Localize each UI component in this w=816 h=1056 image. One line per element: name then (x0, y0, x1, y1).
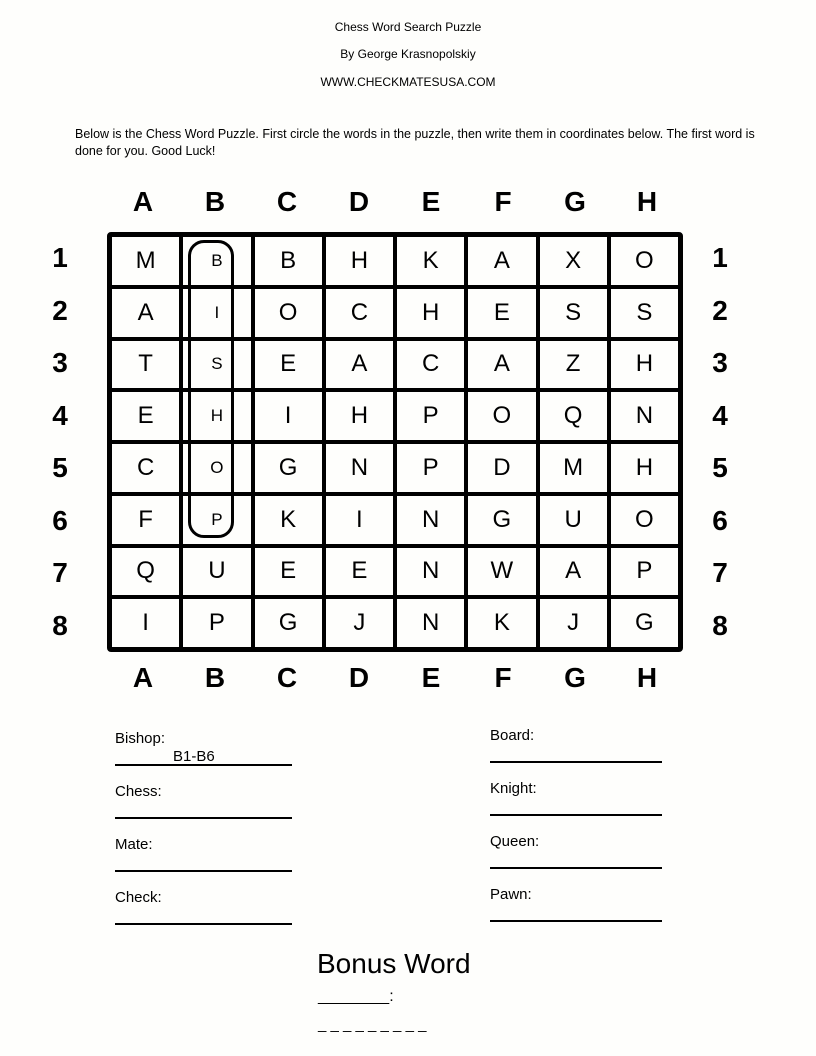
grid-cell-F1[interactable]: A (466, 235, 537, 287)
grid-cell-E5[interactable]: P (395, 442, 466, 494)
grid-cell-G7[interactable]: A (538, 546, 609, 598)
grid-cell-D8[interactable]: J (324, 597, 395, 649)
answer-line-chess[interactable] (115, 801, 292, 819)
grid-cell-B3[interactable]: S (181, 339, 252, 391)
grid-cell-D6[interactable]: I (324, 494, 395, 546)
word-entry-mate (115, 836, 292, 872)
row-headers-left (40, 232, 80, 652)
grid-cell-C4[interactable]: I (253, 390, 324, 442)
row-header-5: 5 (52, 452, 68, 484)
grid-cell-E3[interactable]: C (395, 339, 466, 391)
grid-cell-B7[interactable]: U (181, 546, 252, 598)
answer-line-pawn[interactable] (490, 904, 662, 922)
answer-line-board[interactable] (490, 745, 662, 763)
column-headers-bottom (107, 662, 683, 692)
grid-cell-H5[interactable]: H (609, 442, 680, 494)
row-header-8: 8 (52, 609, 68, 641)
col-header-D: D (348, 662, 370, 693)
col-header-A: A (132, 186, 154, 217)
grid-cell-E4[interactable]: P (395, 390, 466, 442)
row-header-4: 4 (52, 399, 68, 431)
word-entry-pawn (490, 886, 662, 922)
col-header-B: B (204, 186, 226, 217)
grid-cell-F4[interactable]: O (466, 390, 537, 442)
row-header-2: 2 (712, 294, 728, 326)
grid-cell-E7[interactable]: N (395, 546, 466, 598)
grid-cell-G6[interactable]: U (538, 494, 609, 546)
col-header-F: F (494, 662, 512, 693)
answer-line-queen[interactable] (490, 851, 662, 869)
word-label-queen: Queen: (490, 833, 540, 850)
grid-cell-F7[interactable]: W (466, 546, 537, 598)
puzzle-grid-cells (110, 235, 680, 649)
col-header-G: G (564, 186, 586, 217)
grid-cell-B4[interactable]: H (181, 390, 252, 442)
grid-cell-G1[interactable]: X (538, 235, 609, 287)
grid-cell-A3[interactable]: T (110, 339, 181, 391)
column-headers-top (107, 186, 683, 216)
col-header-C: C (276, 662, 298, 693)
grid-cell-C1[interactable]: B (253, 235, 324, 287)
col-header-H: H (636, 662, 658, 693)
word-entry-queen (490, 833, 662, 869)
row-header-3: 3 (52, 347, 68, 379)
word-label-board: Board: (490, 727, 535, 744)
grid-cell-F3[interactable]: A (466, 339, 537, 391)
grid-cell-A5[interactable]: C (110, 442, 181, 494)
word-label-check: Check: (115, 889, 162, 906)
row-header-6: 6 (52, 504, 68, 536)
bonus-word-heading: Bonus Word (317, 948, 471, 979)
row-header-6: 6 (712, 504, 728, 536)
grid-cell-G3[interactable]: Z (538, 339, 609, 391)
answer-line-knight[interactable] (490, 798, 662, 816)
website-url: WWW.CHECKMATESUSA.COM (320, 75, 496, 89)
col-header-D: D (348, 186, 370, 217)
bonus-letter-blanks[interactable]: _ _ _ _ _ _ _ _ _ (318, 1016, 427, 1033)
grid-cell-H8[interactable]: G (609, 597, 680, 649)
grid-cell-H1[interactable]: O (609, 235, 680, 287)
grid-cell-G4[interactable]: Q (538, 390, 609, 442)
grid-cell-B2[interactable]: I (181, 287, 252, 339)
col-header-B: B (204, 662, 226, 693)
grid-cell-A7[interactable]: Q (110, 546, 181, 598)
word-entry-chess (115, 783, 292, 819)
grid-cell-H7[interactable]: P (609, 546, 680, 598)
grid-cell-D2[interactable]: C (324, 287, 395, 339)
grid-cell-H2[interactable]: S (609, 287, 680, 339)
row-header-8: 8 (712, 609, 728, 641)
row-header-3: 3 (712, 347, 728, 379)
grid-cell-G2[interactable]: S (538, 287, 609, 339)
grid-cell-D1[interactable]: H (324, 235, 395, 287)
word-entry-knight (490, 780, 662, 816)
row-header-7: 7 (52, 557, 68, 589)
grid-cell-A2[interactable]: A (110, 287, 181, 339)
grid-cell-C3[interactable]: E (253, 339, 324, 391)
grid-cell-D7[interactable]: E (324, 546, 395, 598)
word-label-knight: Knight: (490, 780, 537, 797)
grid-cell-G8[interactable]: J (538, 597, 609, 649)
answer-line-mate[interactable] (115, 854, 292, 872)
grid-cell-F8[interactable]: K (466, 597, 537, 649)
instructions-text: Below is the Chess Word Puzzle. First circle the words in the puzzle, then write them in coordinates below. The first word is done for you. Good Luck! (75, 127, 755, 158)
grid-cell-A6[interactable]: F (110, 494, 181, 546)
grid-cell-B8[interactable]: P (181, 597, 252, 649)
col-header-E: E (421, 662, 441, 693)
grid-cell-C6[interactable]: K (253, 494, 324, 546)
grid-cell-H6[interactable]: O (609, 494, 680, 546)
byline: By George Krasnopolskiy (340, 47, 476, 61)
grid-cell-E8[interactable]: N (395, 597, 466, 649)
grid-cell-B5[interactable]: O (181, 442, 252, 494)
grid-cell-H3[interactable]: H (609, 339, 680, 391)
answer-line-bishop[interactable]: B1-B6 (115, 748, 292, 766)
word-label-bishop: Bishop: (115, 730, 166, 747)
row-header-1: 1 (712, 242, 728, 274)
word-entry-board (490, 727, 662, 763)
grid-cell-A4[interactable]: E (110, 390, 181, 442)
grid-cell-E1[interactable]: K (395, 235, 466, 287)
grid-cell-C2[interactable]: O (253, 287, 324, 339)
grid-cell-B6[interactable]: P (181, 494, 252, 546)
row-header-5: 5 (712, 452, 728, 484)
puzzle-grid (107, 232, 683, 652)
grid-cell-A1[interactable]: M (110, 235, 181, 287)
grid-cell-H4[interactable]: N (609, 390, 680, 442)
col-header-F: F (494, 186, 512, 217)
grid-cell-C5[interactable]: G (253, 442, 324, 494)
word-label-chess: Chess: (115, 783, 162, 800)
grid-cell-G5[interactable]: M (538, 442, 609, 494)
grid-cell-B1[interactable]: B (181, 235, 252, 287)
word-label-mate: Mate: (115, 836, 153, 853)
row-header-1: 1 (52, 242, 68, 274)
col-header-G: G (564, 662, 586, 693)
col-header-H: H (636, 186, 658, 217)
word-entry-bishop (115, 730, 292, 766)
row-header-2: 2 (52, 294, 68, 326)
word-list-left (115, 730, 292, 942)
row-header-7: 7 (712, 557, 728, 589)
grid-cell-A8[interactable]: I (110, 597, 181, 649)
grid-cell-F6[interactable]: G (466, 494, 537, 546)
answer-line-check[interactable] (115, 907, 292, 925)
word-list-right (490, 727, 662, 939)
row-headers-right (700, 232, 740, 652)
grid-cell-C7[interactable]: E (253, 546, 324, 598)
grid-cell-C8[interactable]: G (253, 597, 324, 649)
grid-cell-D4[interactable]: H (324, 390, 395, 442)
word-entry-check (115, 889, 292, 925)
grid-cell-F2[interactable]: E (466, 287, 537, 339)
row-header-4: 4 (712, 399, 728, 431)
bonus-answer-line[interactable]: ________: (318, 988, 394, 1005)
word-label-pawn: Pawn: (490, 886, 532, 903)
col-header-C: C (276, 186, 298, 217)
grid-cell-D3[interactable]: A (324, 339, 395, 391)
col-header-E: E (421, 186, 441, 217)
grid-cell-E2[interactable]: H (395, 287, 466, 339)
grid-cell-D5[interactable]: N (324, 442, 395, 494)
grid-cell-F5[interactable]: D (466, 442, 537, 494)
col-header-A: A (132, 662, 154, 693)
page-title: Chess Word Search Puzzle (334, 20, 482, 34)
grid-cell-E6[interactable]: N (395, 494, 466, 546)
